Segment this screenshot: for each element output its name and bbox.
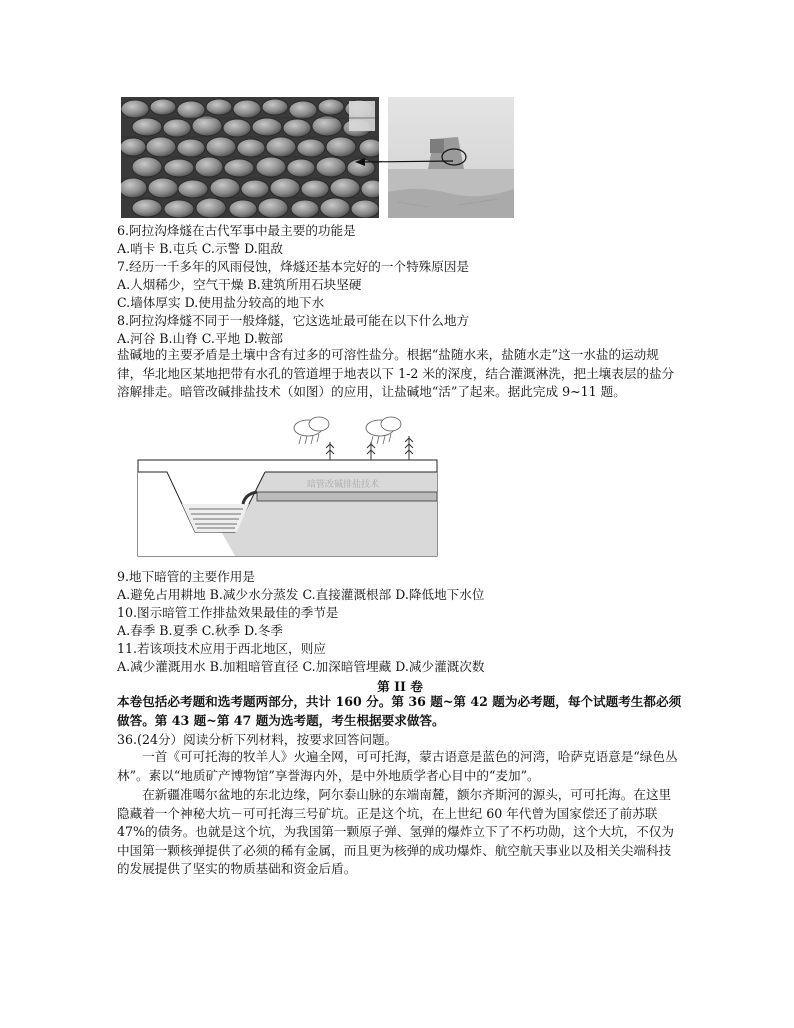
- question-9-stem: 9.地下暗管的主要作用是: [117, 569, 255, 584]
- question-10-options: A.春季 B.夏季 C.秋季 D.冬季: [117, 623, 283, 638]
- drainage-pipe-diagram: [117, 414, 447, 564]
- section-title: 第 II 卷: [377, 679, 423, 694]
- saline-intro-paragraph: 盐碱地的主要矛盾是土壤中含有过多的可溶性盐分。根据“盐随水来，盐随水走”这一水盐的运动规律，华北地区某地把带有水孔的管道埋于地表以下 1-2 米的深度，结合灌溉淋洗，把土壤表层的盐分溶解排走。暗管改碱排盐技术（如图）的应用，让盐碱地“活”了起来。据此完成 9~11 题。: [117, 347, 675, 399]
- question-7-options-row1: A.人烟稀少，空气干燥 B.建筑所用石块坚硬: [117, 277, 362, 292]
- beacon-wall-photo: [121, 97, 379, 218]
- question-10-stem: 10.图示暗管工作排盐效果最佳的季节是: [117, 605, 339, 620]
- section-note: 本卷包括必考题和选考题两部分，共计 160 分。第 36 题~第 42 题为必考题，每个试题考生都必须做答。第 43 题~第 47 题为选考题，考生根据要求做答。: [117, 694, 682, 728]
- question-9-options: A.避免占用耕地 B.减少水分蒸发 C.直接灌溉根部 D.降低地下水位: [117, 587, 485, 602]
- question-36-paragraph-2: 在新疆准噶尔盆地的东北边缘，阿尔泰山脉的东端南麓，额尔齐斯河的源头，可可托海。在这里隐藏着一个神秘大坑－可可托海三号矿坑。正是这个坑，在上世纪 60 年代曾为国家偿还了前苏联 47%的债务。也就是这个坑，为我国第一颗原子弹、氢弹的爆炸立下了不朽功勋，这个大坑，不仅为中国第一颗核弹提供了必须的稀有金属，而且更为核弹的成功爆炸、航空航天事业以及相关尖端科技的发展提供了坚实的物质基础和资金后盾。: [117, 787, 674, 876]
- question-36-paragraph-1: 一首《可可托海的牧羊人》火遍全网，可可托海，蒙古语意是蓝色的河湾，哈萨克语意是“绿色丛林”。素以“地质矿产博物馆”享誉海内外，是中外地质学者心目中的“麦加”。: [117, 749, 678, 783]
- question-7-options-row2: C.墙体厚实 D.使用盐分较高的地下水: [117, 295, 325, 310]
- question-11-options: A.减少灌溉用水 B.加粗暗管直径 C.加深暗管埋藏 D.减少灌溉次数: [117, 659, 485, 674]
- question-6-options: A.哨卡 B.屯兵 C.示警 D.阻敌: [117, 241, 283, 256]
- pointer-arrow-icon: [354, 156, 454, 168]
- question-8-stem: 8.阿拉沟烽燧不同于一般烽燧，它这选址最可能在以下什么地方: [117, 313, 470, 328]
- question-11-stem: 11.若该项技术应用于西北地区，则应: [117, 641, 326, 656]
- question-8-options: A.河谷 B.山脊 C.平地 D.鞍部: [117, 331, 283, 346]
- question-36-heading: 36.(24分）阅读分析下列材料，按要求回答问题。: [117, 732, 398, 747]
- diagram-label: 暗管改碱排盐技术: [307, 480, 380, 490]
- question-6-stem: 6.阿拉沟烽燧在古代军事中最主要的功能是: [117, 223, 356, 238]
- question-7-stem: 7.经历一千多年的风雨侵蚀，烽燧还基本完好的一个特殊原因是: [117, 259, 470, 274]
